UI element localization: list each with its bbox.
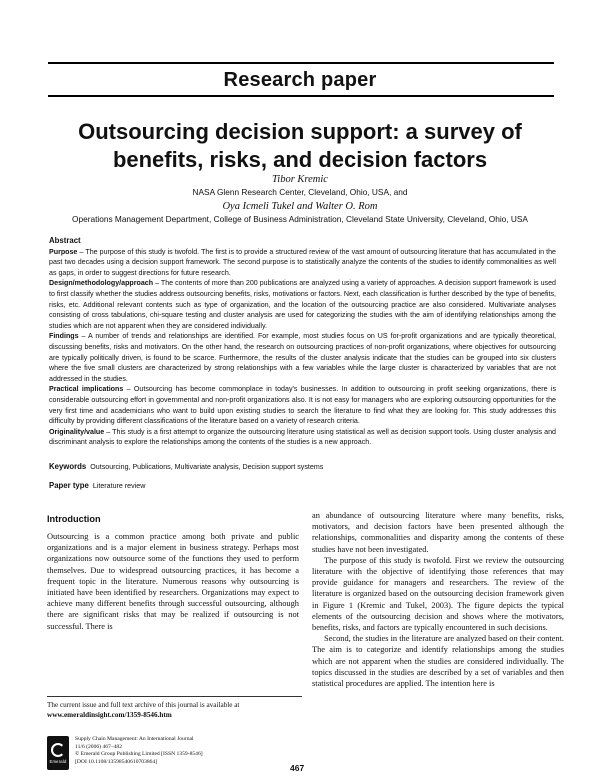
journal-line: Supply Chain Management: An International Journal — [75, 736, 194, 742]
column-left — [47, 531, 299, 632]
journal-line: 11/6 (2006) 467–482 — [75, 743, 123, 750]
col2-paragraph-2: The purpose of this study is twofold. First we review the outsourcing literature with the objective of identifying those references that may provide guidance for managers and researchers. The review of the literature is organized based on the outsourcing decision framework given in Figure 1 (Kremic and Tukel, 2003). The figure depicts the typical elements of the outsourcing decision and shows where the motivators, benefits, risks, and factors are typically encountered in such decisions. — [312, 555, 564, 633]
findings-text: – A number of trends and relationships are identified. For example, most studies focus on US for-profit organizations and are typically theoretical, discussing benefits, risks and motivators. On the other hand, the research on outsourcing practices of non-profit organizations, where objectives for outsourcing are typically politically driven, is found to be scarce. Furthermore, the results of the cluster analysis indicate that the studies can be grouped into six clusters where the five small clusters are characterized by strong relationships with a few variables while the large cluster is characterized by variables that are not addressed in the studies. — [49, 332, 556, 383]
archive-note-text: The current issue and full text archive of this journal is available at — [47, 701, 240, 709]
journal-info — [75, 736, 305, 766]
design-text: – The contents of more than 200 publications are analyzed using a variety of approaches. A decision support framework is used to first classify whether the studies address outsourcing benefits, risks, motivations or factors. Next, each classification is further described by the type of benefits, risks, etc. Additional relevant contents such as type of organization, and the location of the outsourcing practice are also considered. Multivariate analyses consisting of cross tabulations, chi-square testing and cluster analysis are used for categorizing the studies with the aim of identifying relationships among the studies which are not apparent when they are considered individually. — [49, 279, 556, 330]
intro-paragraph-1: Outsourcing is a common practice among both private and public organizations and is a major element in business strategy. Perhaps most organizations now outsource some of the functions they used to perform themselves. Due to widespread outsourcing practices, it has become a frequent topic in the literature. Numerous reasons why outsourcing is initiated have been identified by researchers. Organizations may expect to achieve many different benefits through successful outsourcing, although there are significant risks that may be realized if outsourcing is not successful. There is — [47, 532, 299, 631]
emerald-logo-text: Emerald — [49, 758, 67, 764]
keywords-line — [49, 462, 556, 471]
col2-paragraph-1: an abundance of outsourcing literature where many benefits, risks, motivators, and decision factors have been presented although the relationships, commonalities and disparity among the contents of these studies have not been investigated. — [312, 511, 564, 554]
abstract-design — [49, 278, 556, 331]
abstract-findings — [49, 331, 556, 384]
page-number: 467 — [290, 763, 305, 773]
affiliation-csu: Operations Management Department, College of Business Administration, Cleveland State University, Cleveland, Ohio, USA — [72, 214, 528, 224]
originality-text: – This study is a first attempt to organize the outsourcing literature using statistical as well as decision support tools. Using cluster analysis and discriminant analysis to explore the relationships among the contents of the studies is a new approach. — [49, 427, 556, 447]
paper-type-text: Literature review — [92, 482, 146, 490]
findings-label: Findings — [49, 332, 79, 341]
emerald-logo — [47, 736, 69, 770]
author-kremic: Tibor Kremic — [272, 174, 328, 185]
archive-url[interactable]: www.emeraldinsight.com/1359-8546.htm — [47, 711, 172, 719]
footnote-rule — [47, 696, 302, 697]
abstract-purpose — [49, 247, 556, 279]
archive-note — [47, 700, 302, 720]
authors-tukel-rom: Oya Icmeli Tukel and Walter O. Rom — [222, 201, 378, 212]
practical-text: – Outsourcing has become commonplace in today's businesses. In addition to outsourcing in profit seeking organizations, there is considerable outsourcing effort in governmental and non-profit organizations also. It is not easy for managers who are exploring outsourcing opportunities for the very first time and academicians who want to build upon existing studies to search the literature to find what they are looking for. This study addresses this difficulty by providing different classifications of the literature based on a variety of research criteria. — [49, 385, 556, 426]
journal-line: [DOI 10.1108/13598540610703864] — [75, 758, 158, 765]
purpose-label: Purpose — [49, 247, 78, 256]
design-label: Design/methodology/approach — [49, 279, 154, 288]
intro-heading: Introduction — [47, 514, 101, 524]
affiliation-nasa: NASA Glenn Research Center, Cleveland, Ohio, USA, and — [192, 187, 408, 197]
abstract-heading: Abstract — [49, 236, 81, 245]
originality-label: Originality/value — [49, 427, 105, 436]
emerald-logo-icon — [51, 743, 65, 757]
header-rule-bottom — [48, 95, 554, 97]
col2-paragraph-3: Second, the studies in the literature are analyzed based on their content. The aim is to categorize and identify relationships among the studies which are not apparent when the studies are considered individually. The topics discussed in the studies are described by a set of variables and then statistical procedures are applied. The intention here is — [312, 634, 564, 689]
paper-title: Outsourcing decision support: a survey of benefits, risks, and decision factors — [78, 119, 522, 172]
abstract-originality — [49, 427, 556, 448]
header-rule-top — [48, 62, 554, 64]
practical-label: Practical implications — [49, 385, 124, 394]
section-label: Research paper — [223, 69, 377, 91]
purpose-text: – The purpose of this study is twofold. The first is to provide a structured review of the vast amount of outsourcing literature that has accumulated in the past two decades using a decision support framework. The second purpose is to statistically analyze the contents of the studies to identify commonalities as well as gaps, in order to suggest directions for future research. — [49, 247, 556, 277]
keywords-label: Keywords — [49, 462, 87, 471]
abstract — [49, 236, 556, 448]
abstract-practical — [49, 384, 556, 426]
keywords-text: Outsourcing, Publications, Multivariate analysis, Decision support systems — [90, 463, 324, 471]
column-right — [312, 510, 564, 689]
paper-type-label: Paper type — [49, 481, 89, 490]
paper-type-line — [49, 481, 556, 490]
journal-line: © Emerald Group Publishing Limited [ISSN 1359-8546] — [75, 751, 203, 758]
